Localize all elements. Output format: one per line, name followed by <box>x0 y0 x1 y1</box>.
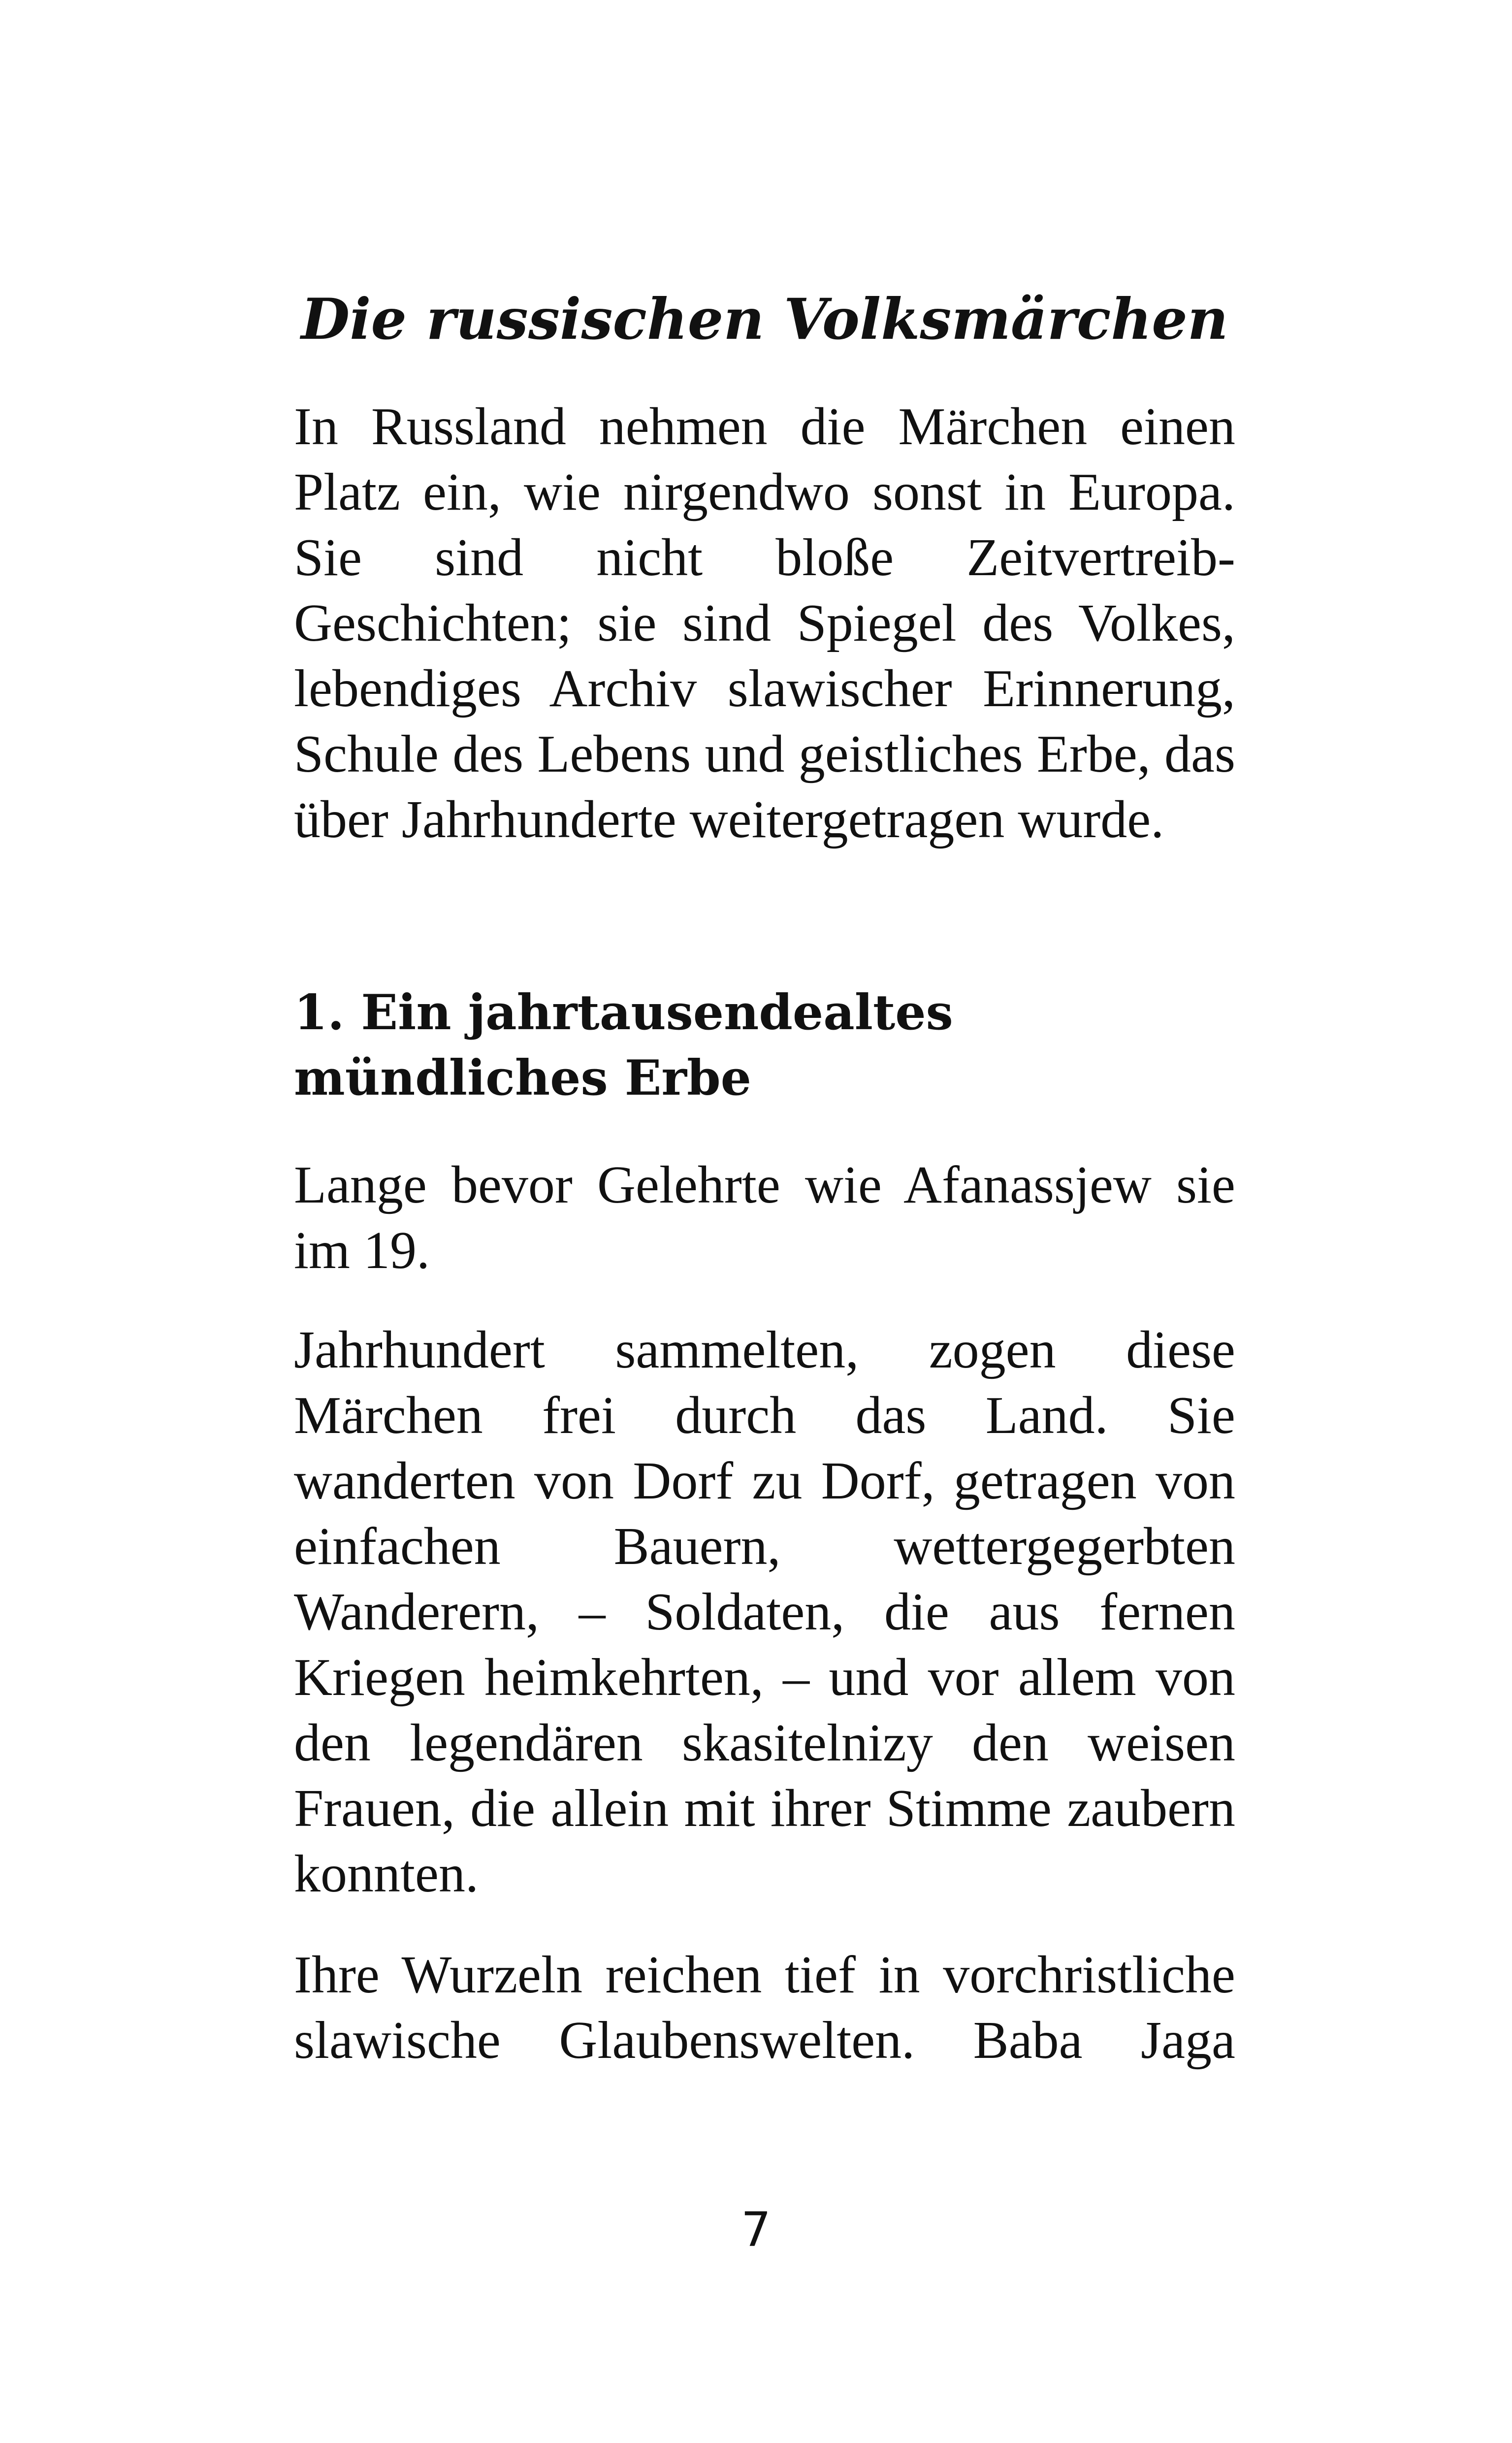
chapter-title: Die russischen Volksmärchen <box>301 286 1228 352</box>
section-paragraph: Ihre Wurzeln reichen tief in vorchristliche slawische Glaubenswelten. Baba Jaga <box>294 1946 1235 2070</box>
section-block <box>294 980 1235 1111</box>
section-paragraph: Lange bevor Gelehrte wie Afanassjew sie im 19. <box>294 1156 1235 1280</box>
intro-block <box>294 394 1235 852</box>
page-number: 7 <box>740 2202 772 2257</box>
section-paragraph: Jahrhundert sammelten, zogen diese Märchen frei durch das Land. Sie wanderten von Dorf zu Dorf, getragen von einfachen Bauern, wettergegerbten Wanderern, – Soldaten, die aus fernen Kriegen heimkehrten, – und vor allem von den legendären skasitelnizy den weisen Frauen, die allein mit ihrer Stimme zaubern konnten. <box>294 1321 1235 1903</box>
section-paragraph-2-block <box>294 1317 1235 1907</box>
section-heading: 1. Ein jahrtausendealtes mündliches Erbe <box>294 984 953 1107</box>
section-paragraph-1-block <box>294 1152 1235 1283</box>
section-paragraph-3-block <box>294 1942 1235 2073</box>
intro-paragraph: In Russland nehmen die Märchen einen Platz ein, wie nirgendwo sonst in Europa. Sie sind nicht bloße Zeitvertreib-Geschichten; sie sind Spiegel des Volkes, lebendiges Archiv slawischer Erinnerung, Schule des Lebens und geistliches Erbe, das über Jahrhunderte weitergetragen wurde. <box>294 397 1235 849</box>
